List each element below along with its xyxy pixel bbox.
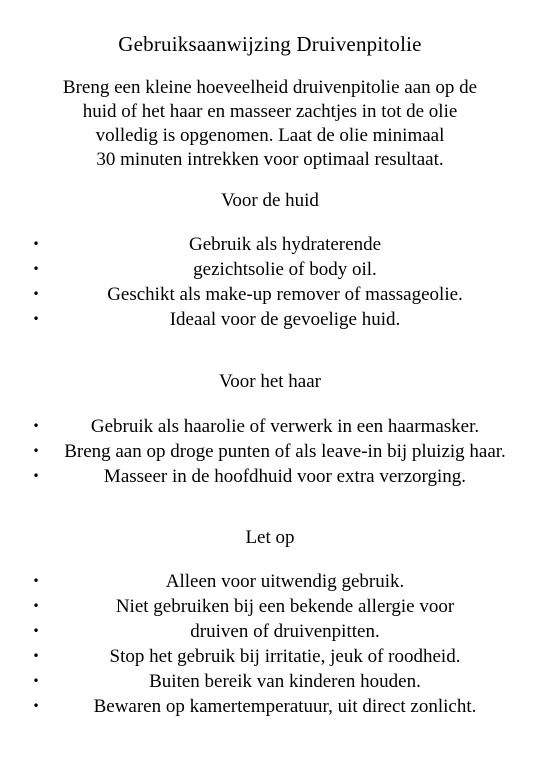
list-item	[0, 594, 540, 619]
bullet-icon: •	[32, 574, 40, 588]
section-heading-skin: Voor de huid	[221, 190, 319, 211]
list-item-text: gezichtsolie of body oil.	[193, 259, 377, 280]
section-heading-warning: Let op	[245, 527, 295, 548]
list-item	[0, 619, 540, 644]
list-item-text: Ideaal voor de gevoelige huid.	[169, 309, 401, 330]
bullet-icon: •	[32, 287, 40, 301]
bullet-icon: •	[32, 599, 40, 613]
bullet-icon: •	[32, 444, 40, 458]
bullet-icon: •	[32, 262, 40, 276]
page-title: Gebruiksaanwijzing Druivenpitolie	[118, 32, 422, 56]
section-heading-hair: Voor het haar	[218, 371, 321, 392]
list-item-text: Gebruik als hydraterende	[188, 234, 382, 255]
list-item-text: Buiten bereik van kinderen houden.	[149, 671, 421, 692]
bullet-list-warning	[0, 569, 540, 719]
list-item	[0, 282, 540, 307]
list-item-text: Masseer in de hoofdhuid voor extra verzorging.	[103, 466, 467, 487]
list-item-text: Gebruik als haarolie of verwerk in een haarmasker.	[90, 416, 480, 437]
list-item	[0, 644, 540, 669]
list-item	[0, 569, 540, 594]
list-item-text: Stop het gebruik bij irritatie, jeuk of roodheid.	[109, 646, 461, 667]
list-item-text: Alleen voor uitwendig gebruik.	[165, 571, 405, 592]
list-item	[0, 464, 540, 489]
list-item-text: Bewaren op kamertemperatuur, uit direct zonlicht.	[93, 696, 477, 717]
list-item	[0, 307, 540, 332]
intro-line: huid of het haar en masseer zachtjes in tot de olie	[82, 101, 458, 122]
bullet-icon: •	[32, 419, 40, 433]
bullet-icon: •	[32, 624, 40, 638]
list-item	[0, 694, 540, 719]
list-item-text: druiven of druivenpitten.	[190, 621, 380, 642]
bullet-icon: •	[32, 674, 40, 688]
list-item-text: Niet gebruiken bij een bekende allergie voor	[115, 596, 455, 617]
intro-paragraph	[20, 76, 520, 172]
list-item	[0, 232, 540, 257]
intro-line: Breng een kleine hoeveelheid druivenpitolie aan op de	[62, 77, 478, 98]
list-item-text: Breng aan op droge punten of als leave-in bij pluizig haar.	[64, 441, 506, 462]
list-item	[0, 414, 540, 439]
bullet-icon: •	[32, 649, 40, 663]
bullet-icon: •	[32, 699, 40, 713]
list-item	[0, 257, 540, 282]
intro-line: volledig is opgenomen. Laat de olie minimaal	[95, 125, 445, 146]
intro-line: 30 minuten intrekken voor optimaal resultaat.	[96, 149, 444, 170]
list-item	[0, 669, 540, 694]
list-item-text: Geschikt als make-up remover of massageolie.	[107, 284, 463, 305]
bullet-icon: •	[32, 237, 40, 251]
bullet-list-hair	[0, 414, 540, 489]
list-item	[0, 439, 540, 464]
bullet-list-skin	[0, 232, 540, 332]
bullet-icon: •	[32, 312, 40, 326]
bullet-icon: •	[32, 469, 40, 483]
